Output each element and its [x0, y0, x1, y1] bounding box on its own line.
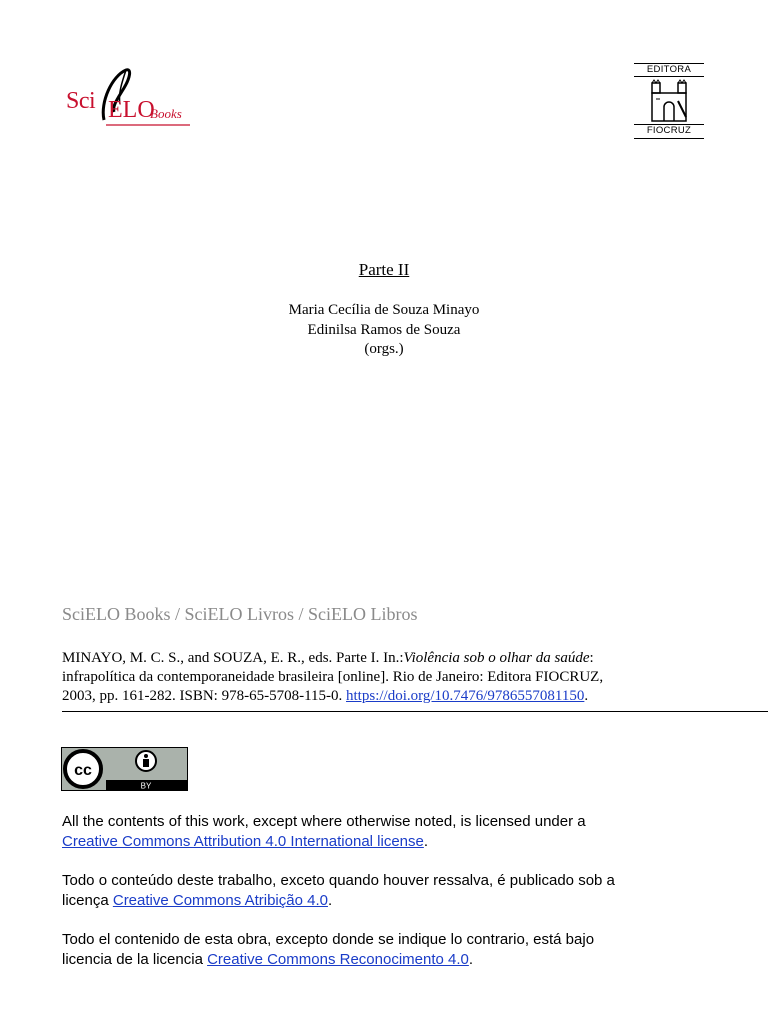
license-pt-line-2: [62, 891, 752, 911]
citation-book-title: Violência sob o olhar da saúde: [403, 650, 590, 666]
editor-role: (orgs.): [364, 341, 404, 357]
scielo-books-logo: [60, 62, 200, 134]
cc-by-badge: [61, 747, 188, 791]
logo-fiocruz-label: FIOCRUZ: [646, 125, 692, 136]
part-title-text: Parte II: [358, 260, 410, 279]
collection-heading: SciELO Books / SciELO Livros / SciELO Libros: [62, 604, 418, 624]
editor-line: Maria Cecília de Souza Minayo: [288, 302, 480, 318]
license-spanish: [62, 930, 752, 970]
editora-fiocruz-logo: [634, 63, 704, 139]
scielo-elo-text: ELO: [108, 97, 155, 123]
license-pt-pre: licença: [62, 892, 113, 909]
citation-line-1: [62, 649, 742, 668]
license-pt-line-1: Todo o conteúdo deste trabalho, exceto quando houver ressalva, é publicado sob a: [62, 872, 615, 889]
logo-rule-bottom: [634, 138, 704, 139]
scielo-sci-text: Sci: [66, 88, 96, 114]
editor-line: Edinilsa Ramos de Souza: [307, 321, 461, 338]
license-pt-link[interactable]: Creative Commons Atribição 4.0: [112, 892, 328, 909]
by-badge-text: BY: [140, 781, 152, 791]
cc-icon: [65, 751, 101, 787]
citation-block: [62, 649, 742, 706]
citation-line-3: [62, 687, 742, 706]
castle-icon: [648, 77, 690, 123]
citation-colon: :: [589, 650, 594, 666]
cc-badge-text: cc: [74, 762, 92, 779]
license-pt-period: .: [327, 892, 333, 909]
citation-line-2: infrapolítica da contemporaneidade brasileira [online]. Rio de Janeiro: Editora FIOCRUZ,: [62, 669, 604, 685]
logo-editora-label: EDITORA: [646, 64, 692, 75]
license-es-line-2: [62, 950, 752, 970]
citation-isbn: 2003, pp. 161-282. ISBN: 978-65-5708-115-0.: [62, 688, 347, 704]
license-portuguese: [62, 871, 752, 911]
scielo-books-text: Books: [150, 106, 182, 121]
citation-authors: MINAYO, M. C. S., and SOUZA, E. R., eds. Parte I. In.:: [62, 650, 404, 666]
license-es-link[interactable]: Creative Commons Reconocimento 4.0: [207, 951, 469, 968]
license-en-link[interactable]: Creative Commons Attribution 4.0 International license: [62, 833, 424, 850]
attribution-person-icon: [136, 751, 156, 771]
license-en-line-1: All the contents of this work, except where otherwise noted, is licensed under a: [62, 813, 586, 830]
license-en-line-2: [62, 832, 752, 852]
citation-period: .: [584, 688, 589, 704]
license-en-period: .: [423, 833, 429, 850]
license-es-line-1: Todo el contenido de esta obra, excepto donde se indique lo contrario, está bajo: [62, 931, 595, 948]
part-title: [0, 260, 768, 280]
license-english: [62, 812, 752, 852]
license-es-period: .: [468, 951, 474, 968]
editors-block: [0, 301, 768, 360]
license-es-pre: licencia de la licencia: [62, 951, 208, 968]
horizontal-divider: [62, 711, 768, 712]
doi-link[interactable]: https://doi.org/10.7476/9786557081150: [346, 688, 585, 704]
